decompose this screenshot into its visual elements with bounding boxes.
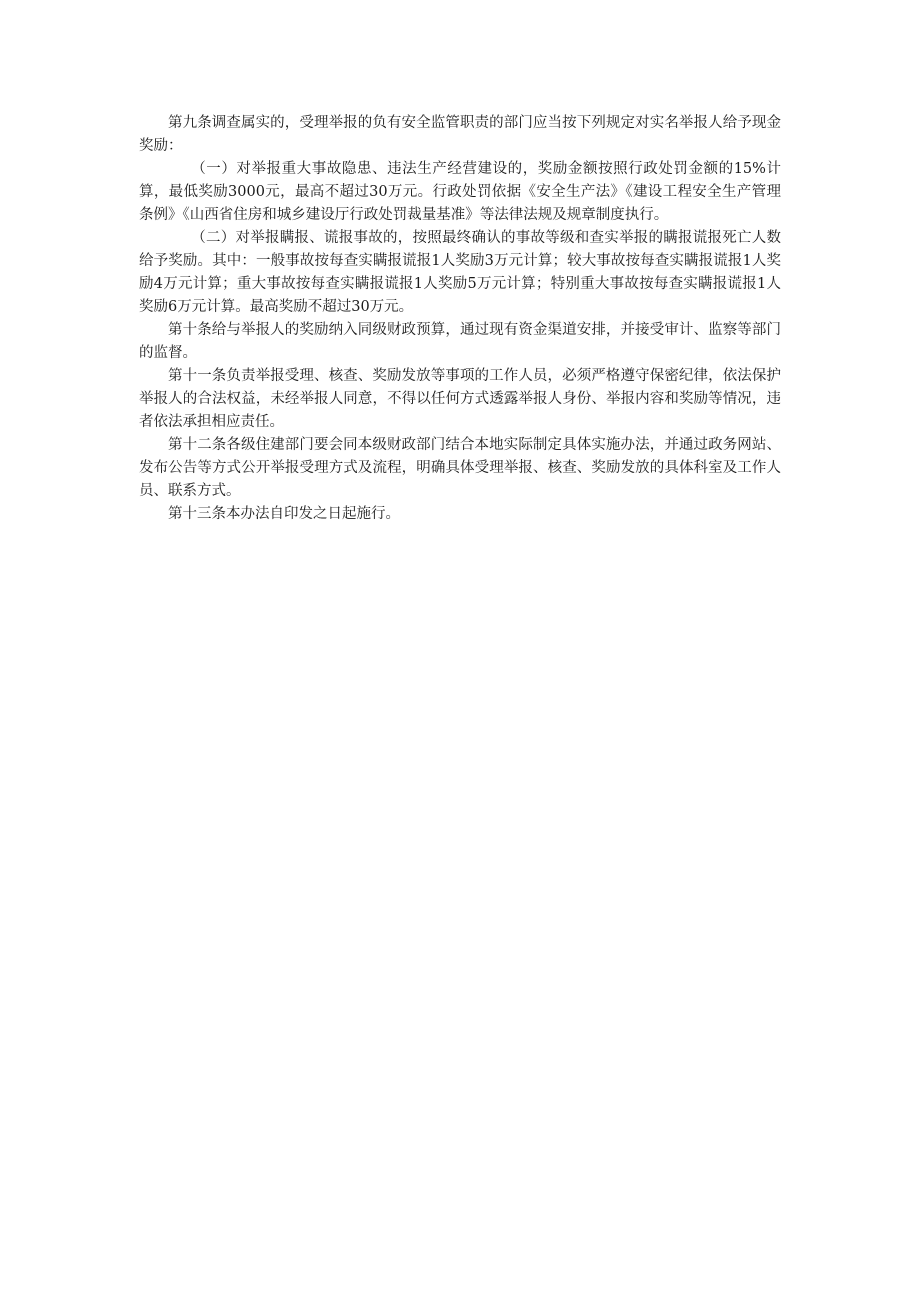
article-13-paragraph: 第十三条本办法自印发之日起施行。 (168, 506, 400, 522)
article-9-item-1-paragraph: （一）对举报重大事故隐患、违法生产经营建设的，奖励金额按照行政处罚金额的15%计算，最低奖励3000元，最高不超过30万元。行政处罚依据《安全生产法》《建设工程安全生产管理条例》《山西省住房和城乡建设厅行政处罚裁量基准》等法律法规及规章制度执行。 (139, 161, 781, 223)
document-body (139, 112, 781, 526)
article-10-paragraph: 第十条给与举报人的奖励纳入同级财政预算，通过现有资金渠道安排，并接受审计、监察等部门的监督。 (139, 322, 781, 361)
article-11-paragraph: 第十一条负责举报受理、核查、奖励发放等事项的工作人员，必须严格遵守保密纪律，依法保护举报人的合法权益，未经举报人同意，不得以任何方式透露举报人身份、举报内容和奖励等情况，违者依法承担相应责任。 (139, 368, 781, 430)
article-9-paragraph: 第九条调查属实的，受理举报的负有安全监管职责的部门应当按下列规定对实名举报人给予现金奖励： (139, 115, 781, 154)
article-12-paragraph: 第十二条各级住建部门要会同本级财政部门结合本地实际制定具体实施办法，并通过政务网站、发布公告等方式公开举报受理方式及流程，明确具体受理举报、核查、奖励发放的具体科室及工作人员、联系方式。 (139, 437, 781, 499)
article-9-item-2-paragraph: （二）对举报瞒报、谎报事故的，按照最终确认的事故等级和查实举报的瞒报谎报死亡人数给予奖励。其中：一般事故按每查实瞒报谎报1人奖励3万元计算；较大事故按每查实瞒报谎报1人奖励4万元计算；重大事故按每查实瞒报谎报1人奖励5万元计算；特别重大事故按每查实瞒报谎报1人奖励6万元计算。最高奖励不超过30万元。 (139, 230, 781, 315)
